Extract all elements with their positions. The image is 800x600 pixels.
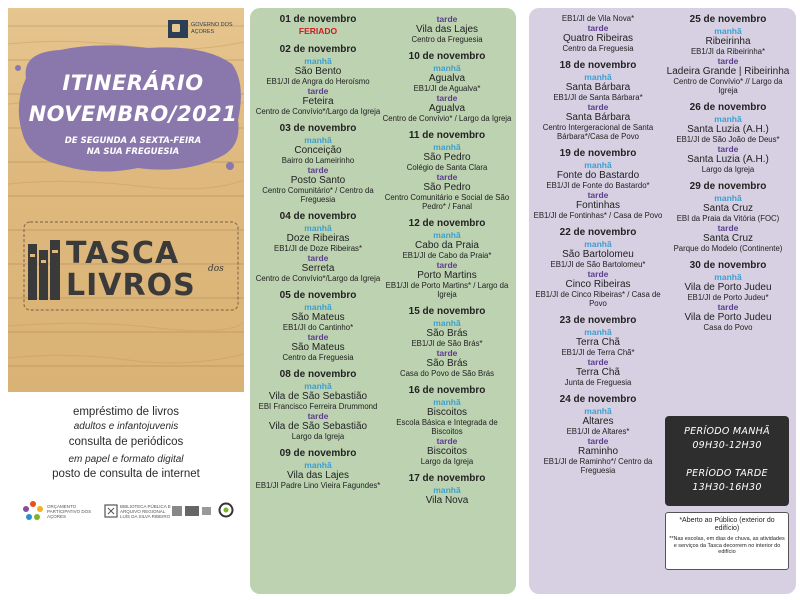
entry-date: 16 de novembro xyxy=(408,385,486,396)
venue-name: Centro da Freguesia xyxy=(282,353,354,362)
subtitle-line-1: DE SEGUNDA A SEXTA-FEIRA xyxy=(64,136,202,146)
period-manha: manhã xyxy=(584,239,612,249)
period-tarde: tarde xyxy=(717,144,739,154)
circular-logo-icon xyxy=(218,502,234,518)
title-line-1: ITINERÁRIO xyxy=(62,71,204,95)
locality-name: Feteira xyxy=(302,96,334,107)
locality-name: Porto Martins xyxy=(417,270,477,281)
service-book-loan-note: adultos e infantojuvenis xyxy=(73,421,179,432)
venue-name: EB1/JI de Agualva* xyxy=(413,84,481,93)
venue-name: EB1/JI de Porto Judeu* xyxy=(687,293,769,302)
venue-name: EB1/JI do Cantinho* xyxy=(282,323,354,332)
locality-name: Fonte do Bastardo xyxy=(556,170,640,181)
tasca-dos-word: dos xyxy=(208,264,224,274)
itinerary-entry xyxy=(382,130,512,211)
entry-date: 12 de novembro xyxy=(408,218,486,229)
period-tarde: tarde xyxy=(587,102,609,112)
itinerary-entry xyxy=(382,14,512,44)
itinerary-entry xyxy=(531,394,665,475)
itinerary-entry xyxy=(531,14,665,53)
locality-name: Santa Bárbara xyxy=(565,112,631,123)
gov-logo-text: GOVERNO DOS AÇORES xyxy=(191,22,233,35)
period-manha: manhã xyxy=(433,142,461,152)
governo-acores-logo xyxy=(168,20,238,40)
period-manha: manhã xyxy=(433,485,461,495)
itinerary-entry xyxy=(663,260,793,332)
entry-date: 18 de novembro xyxy=(559,60,637,71)
period-manha: manhã xyxy=(584,406,612,416)
venue-name: EB1/JI de São João de Deus* xyxy=(676,135,780,144)
venue-name: Parque do Modelo (Continente) xyxy=(673,244,783,253)
period-tarde: tarde xyxy=(717,56,739,66)
locality-name: São Mateus xyxy=(291,312,345,323)
period-manha: manhã xyxy=(433,318,461,328)
period-tarde: tarde xyxy=(436,172,458,182)
venue-name: EB1/JI de Terra Chã* xyxy=(561,348,635,357)
venue-name: Centro de Convívio*/Largo da Igreja xyxy=(255,107,381,116)
period-tarde: tarde xyxy=(587,23,609,33)
entry-date: 25 de novembro xyxy=(689,14,767,25)
locality-name: São Mateus xyxy=(291,342,345,353)
itinerary-entry xyxy=(252,448,384,490)
period-tarde: tarde xyxy=(307,332,329,342)
orcamento-participativo-icon xyxy=(22,500,44,522)
wood-background xyxy=(8,8,244,392)
footnote-rain: **Nas escolas, em dias de chuva, as atividades e serviços da Tasca decorrem no interior do edifício xyxy=(669,536,785,555)
locality-name: Serreta xyxy=(301,263,335,274)
service-periodicals-note: em papel e formato digital xyxy=(68,454,184,465)
institutional-seals-icon xyxy=(172,504,212,518)
period-manha: manhã xyxy=(304,460,332,470)
locality-name: Terra Chã xyxy=(576,337,620,348)
tasca-dos-livros-logo xyxy=(22,220,242,312)
period-tarde: tarde xyxy=(307,86,329,96)
venue-name: Centro Intergeracional de Santa Bárbara*/Casa de Povo xyxy=(542,123,654,141)
partner-logos xyxy=(22,498,242,528)
itinerary-entry xyxy=(252,14,384,37)
itinerary-entry xyxy=(531,315,665,387)
locality-name: Santa Luzia (A.H.) xyxy=(687,154,769,165)
itinerary-entry xyxy=(663,14,793,95)
period-tarde: tarde xyxy=(436,260,458,270)
itinerary-title xyxy=(28,68,238,130)
venue-name: Centro da Freguesia xyxy=(411,35,483,44)
holiday-label: FERIADO xyxy=(298,26,338,36)
locality-name: São Brás xyxy=(426,328,468,339)
itinerary-entry xyxy=(382,306,512,378)
venue-name: EB1/JI de Porto Martins* / Largo da Igreja xyxy=(385,281,509,299)
period-manha: manhã xyxy=(304,223,332,233)
acores-flag-icon xyxy=(168,20,188,38)
entry-date: 01 de novembro xyxy=(279,14,357,25)
afternoon-period-hours: 13H30-16H30 xyxy=(692,482,762,493)
morning-period-hours: 09H30-12H30 xyxy=(692,440,762,451)
venue-name: EB1/JI de São Brás* xyxy=(411,339,483,348)
venue-name: Centro de Convívio*/Largo da Igreja xyxy=(255,274,381,283)
itinerary-entry xyxy=(663,181,793,253)
venue-name: Centro de Convívio* // Largo da Igreja xyxy=(673,77,783,95)
venue-name: Colégio de Santa Clara xyxy=(406,163,488,172)
period-manha: manhã xyxy=(714,272,742,282)
schedule-board xyxy=(665,416,789,506)
locality-name: Raminho xyxy=(577,446,619,457)
itinerary-subtitle xyxy=(48,136,218,158)
biblioteca-icon xyxy=(104,504,118,518)
period-manha: manhã xyxy=(584,72,612,82)
venue-name: EB1/JI de Raminho*/ Centro da Freguesia xyxy=(543,457,653,475)
locality-name: Doze Ribeiras xyxy=(286,233,350,244)
venue-name: EB1/JI de Doze Ribeiras* xyxy=(274,244,362,253)
period-tarde: tarde xyxy=(436,93,458,103)
venue-name: EB1/JI de Vila Nova* xyxy=(561,14,635,23)
locality-name: São Pedro xyxy=(423,152,471,163)
period-manha: manhã xyxy=(304,56,332,66)
entry-date: 24 de novembro xyxy=(559,394,637,405)
itinerary-entry xyxy=(382,51,512,123)
service-book-loan: empréstimo de livros xyxy=(72,406,180,418)
livros-word: LIVROS xyxy=(66,268,196,303)
entry-date: 11 de novembro xyxy=(408,130,486,141)
venue-name: EB1/JI de Angra do Heroísmo xyxy=(266,77,370,86)
venue-name: Centro de Convívio* / Largo da Igreja xyxy=(382,114,512,123)
locality-name: Posto Santo xyxy=(290,175,346,186)
venue-name: EB1/JI de Altares* xyxy=(566,427,630,436)
itinerary-entry xyxy=(531,227,665,308)
venue-name: EB1/JI de Santa Bárbara* xyxy=(553,93,643,102)
locality-name: Quatro Ribeiras xyxy=(562,33,634,44)
itinerary-entry xyxy=(252,44,384,116)
locality-name: Vila das Lajes xyxy=(415,24,479,35)
venue-name: EB1/JI de São Bartolomeu* xyxy=(550,260,646,269)
locality-name: Vila Nova xyxy=(425,495,469,506)
venue-name: Casa do Povo de São Brás xyxy=(399,369,495,378)
locality-name: São Bartolomeu xyxy=(562,249,634,260)
locality-name: Conceição xyxy=(294,145,342,156)
afternoon-period-label: PERÍODO TARDE xyxy=(686,468,768,479)
period-tarde: tarde xyxy=(436,348,458,358)
entry-date: 26 de novembro xyxy=(689,102,767,113)
locality-name: Santa Cruz xyxy=(702,233,754,244)
itinerary-entry xyxy=(252,369,384,441)
period-tarde: tarde xyxy=(587,436,609,446)
venue-name: EB1/JI de Fontinhas* / Casa de Povo xyxy=(533,211,663,220)
entry-date: 17 de novembro xyxy=(408,473,486,484)
itinerary-column-4 xyxy=(663,14,793,339)
locality-name: Agualva xyxy=(428,103,466,114)
period-tarde: tarde xyxy=(436,436,458,446)
period-tarde: tarde xyxy=(307,165,329,175)
venue-name: EB1/JI da Ribeirinha* xyxy=(690,47,766,56)
locality-name: Ladeira Grande | Ribeirinha xyxy=(666,66,790,77)
itinerary-entry xyxy=(252,123,384,204)
locality-name: Santa Luzia (A.H.) xyxy=(687,124,769,135)
period-manha: manhã xyxy=(433,63,461,73)
period-manha: manhã xyxy=(714,114,742,124)
service-periodicals: consulta de periódicos xyxy=(68,436,184,448)
locality-name: Vila das Lajes xyxy=(286,470,350,481)
venue-name: Junta de Freguesia xyxy=(564,378,632,387)
itinerary-column-1 xyxy=(252,14,384,497)
entry-date: 02 de novembro xyxy=(279,44,357,55)
locality-name: Vila de São Sebastião xyxy=(268,421,368,432)
entry-date: 30 de novembro xyxy=(689,260,767,271)
period-tarde: tarde xyxy=(587,190,609,200)
biblioteca-text: BIBLIOTECA PÚBLICA E ARQUIVO REGIONAL LUÍS DA SILVA RIBEIRO xyxy=(120,504,171,519)
venue-name: Largo da Igreja xyxy=(291,432,345,441)
venue-name: EBI da Praia da Vitória (FOC) xyxy=(676,214,780,223)
morning-period-label: PERÍODO MANHÃ xyxy=(684,426,770,437)
locality-name: Agualva xyxy=(428,73,466,84)
locality-name: São Pedro xyxy=(423,182,471,193)
period-manha: manhã xyxy=(304,135,332,145)
venue-name: Centro da Freguesia xyxy=(562,44,634,53)
itinerary-entry xyxy=(252,211,384,283)
footnotes-box xyxy=(665,512,789,570)
entry-date: 23 de novembro xyxy=(559,315,637,326)
entry-date: 15 de novembro xyxy=(408,306,486,317)
locality-name: Altares xyxy=(582,416,614,427)
period-tarde: tarde xyxy=(717,302,739,312)
itinerary-column-2 xyxy=(382,14,512,513)
period-manha: manhã xyxy=(433,230,461,240)
venue-name: Escola Básica e Integrada de Biscoitos xyxy=(396,418,498,436)
period-manha: manhã xyxy=(304,381,332,391)
period-manha: manhã xyxy=(433,397,461,407)
period-tarde: tarde xyxy=(307,253,329,263)
period-tarde: tarde xyxy=(587,357,609,367)
entry-date: 29 de novembro xyxy=(689,181,767,192)
locality-name: Terra Chã xyxy=(576,367,620,378)
venue-name: EB1/JI de Cabo da Praia* xyxy=(402,251,492,260)
entry-date: 22 de novembro xyxy=(559,227,637,238)
locality-name: Fontinhas xyxy=(576,200,620,211)
itinerary-entry xyxy=(382,218,512,299)
entry-date: 09 de novembro xyxy=(279,448,357,459)
period-tarde: tarde xyxy=(307,411,329,421)
venue-name: Largo da Igreja xyxy=(420,457,474,466)
subtitle-line-2: NA SUA FREGUESIA xyxy=(86,147,180,157)
footnote-open-public: *Aberto ao Público (exterior do edifício) xyxy=(679,517,775,532)
locality-name: Vila de Porto Judeu xyxy=(684,312,772,323)
period-manha: manhã xyxy=(584,327,612,337)
entry-date: 03 de novembro xyxy=(279,123,357,134)
itinerary-entry xyxy=(531,148,665,220)
period-tarde: tarde xyxy=(436,14,458,24)
entry-date: 10 de novembro xyxy=(408,51,486,62)
locality-name: Vila de São Sebastião xyxy=(268,391,368,402)
venue-name: Bairro do Lameirinho xyxy=(281,156,355,165)
entry-date: 05 de novembro xyxy=(279,290,357,301)
orcamento-participativo-text: ORÇAMENTO PARTICIPATIVO DOS AÇORES xyxy=(47,504,92,519)
locality-name: Ribeirinha xyxy=(705,36,751,47)
venue-name: Centro Comunitário e Social de São Pedro* / Fanal xyxy=(384,193,510,211)
venue-name: EBI Francisco Ferreira Drummond xyxy=(258,402,378,411)
locality-name: Santa Cruz xyxy=(702,203,754,214)
locality-name: Cabo da Praia xyxy=(415,240,479,251)
period-manha: manhã xyxy=(714,26,742,36)
itinerary-entry xyxy=(382,385,512,466)
period-tarde: tarde xyxy=(717,223,739,233)
venue-name: EB1/JI de Fonte do Bastardo* xyxy=(546,181,650,190)
title-line-2: NOVEMBRO/2021 xyxy=(28,102,238,126)
venue-name: Largo da Igreja xyxy=(701,165,755,174)
entry-date: 08 de novembro xyxy=(279,369,357,380)
locality-name: Cinco Ribeiras xyxy=(565,279,631,290)
locality-name: Biscoitos xyxy=(426,407,467,418)
period-manha: manhã xyxy=(584,160,612,170)
itinerary-entry xyxy=(382,473,512,506)
itinerary-column-3 xyxy=(531,14,665,482)
venue-name: Casa do Povo xyxy=(703,323,753,332)
locality-name: Biscoitos xyxy=(426,446,467,457)
locality-name: São Bento xyxy=(294,66,342,77)
entry-date: 04 de novembro xyxy=(279,211,357,222)
locality-name: Santa Bárbara xyxy=(565,82,631,93)
locality-name: São Brás xyxy=(426,358,468,369)
venue-name: Centro Comunitário* / Centro da Freguesia xyxy=(262,186,374,204)
venue-name: EB1/JI Padre Lino Vieira Fagundes* xyxy=(255,481,381,490)
period-manha: manhã xyxy=(714,193,742,203)
service-internet: posto de consulta de internet xyxy=(52,468,200,480)
period-tarde: tarde xyxy=(587,269,609,279)
itinerary-entry xyxy=(252,290,384,362)
itinerary-entry xyxy=(531,60,665,141)
venue-name: EB1/JI de Cinco Ribeiras* / Casa de Povo xyxy=(535,290,661,308)
tasca-word: TASCA xyxy=(66,236,180,271)
itinerary-entry xyxy=(663,102,793,174)
locality-name: Vila de Porto Judeu xyxy=(684,282,772,293)
period-manha: manhã xyxy=(304,302,332,312)
entry-date: 19 de novembro xyxy=(559,148,637,159)
